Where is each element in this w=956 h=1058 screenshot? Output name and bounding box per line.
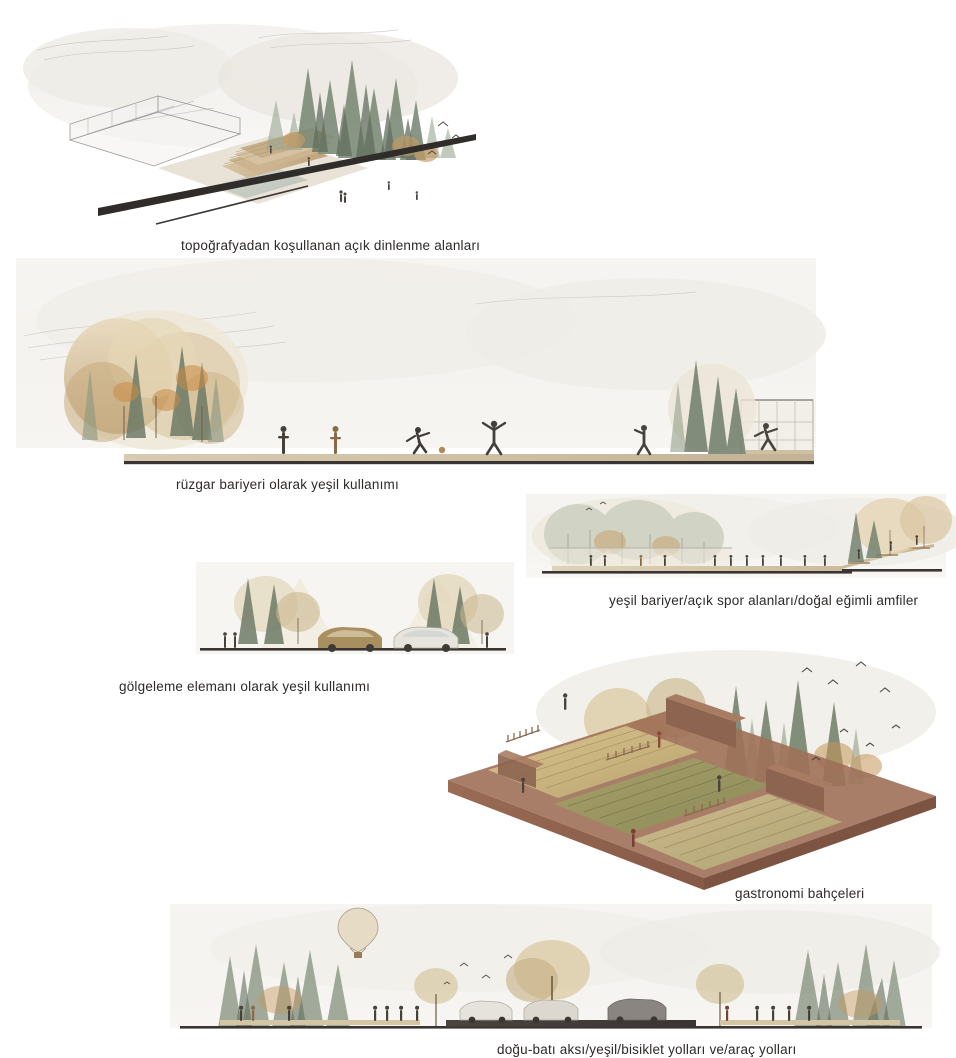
- panel-windbreak-green-section: [6, 250, 826, 475]
- ground-line: [124, 461, 814, 464]
- panel-2-artwork: [6, 250, 826, 475]
- promenade-deck: [124, 454, 814, 462]
- caption-road-corridor: doğu-batı aksı/yeşil/bisiklet yolları ve/araç yolları: [497, 1042, 797, 1057]
- panel-road-corridor-green-section: [160, 900, 940, 1058]
- bike-path-surface: [720, 1020, 900, 1025]
- caption-topography: topoğrafyadan koşullanan açık dinlenme alanları: [181, 238, 481, 253]
- panel-green-barrier-sport-amphitheatre-section: [518, 490, 952, 598]
- panel-5-artwork: [436, 636, 946, 892]
- ball: [439, 447, 445, 453]
- deck-step: [746, 450, 814, 454]
- panel-1-artwork: [8, 8, 488, 240]
- vehicle-1: [460, 1001, 512, 1023]
- panel-gastronomy-gardens-axonometric: [436, 636, 946, 892]
- autumn-tree-mass: [64, 310, 248, 450]
- caption-gastronomy: gastronomi bahçeleri: [735, 886, 865, 901]
- caption-green-barrier: yeşil bariyer/açık spor alanları/doğal eğimli amfiler: [609, 593, 919, 608]
- caption-windbreak: rüzgar bariyeri olarak yeşil kullanımı: [176, 477, 399, 492]
- vehicle-2: [524, 1000, 578, 1023]
- panel-6-artwork: [160, 900, 940, 1058]
- vehicle-3: [608, 999, 666, 1024]
- panel-3-artwork: [518, 490, 952, 598]
- ground-line: [542, 571, 852, 574]
- caption-shading: gölgeleme elemanı olarak yeşil kullanımı: [119, 679, 371, 694]
- panel-topography-terrace-axonometric: [8, 8, 488, 240]
- promenade-surface: [220, 1020, 420, 1025]
